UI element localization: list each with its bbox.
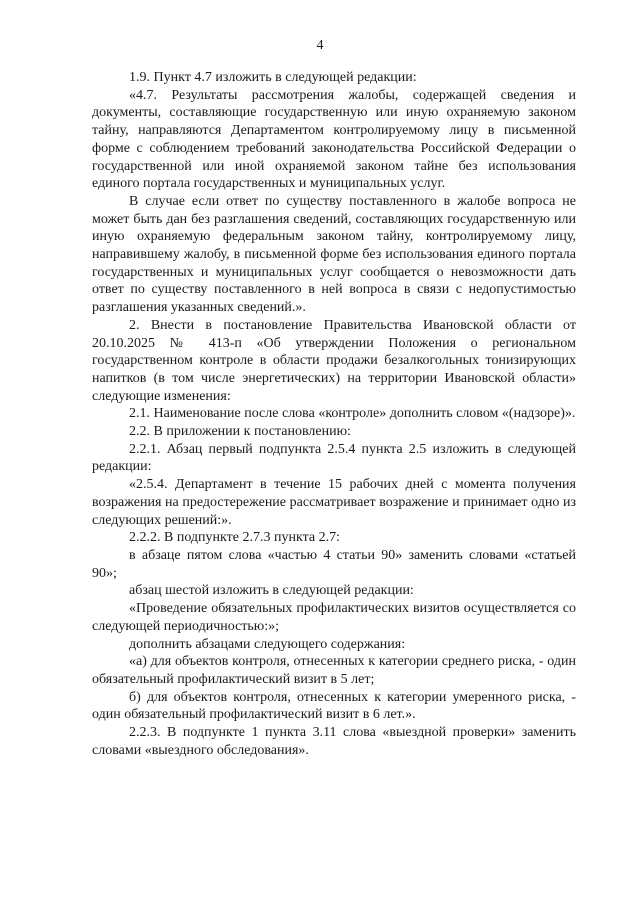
paragraph-2-2: 2.2. В приложении к постановлению: — [129, 424, 351, 440]
document-body — [92, 69, 576, 759]
paragraph-1-9: 1.9. Пункт 4.7 изложить в следующей редакции: — [129, 70, 417, 85]
paragraph-dopolnit: дополнить абзацами следующего содержания: — [129, 636, 406, 652]
paragraph-abzac-5: в абзаце пятом слова «частью 4 статьи 90» заменить словами «статьей 90»; — [92, 547, 576, 581]
paragraph-abzac-6: абзац шестой изложить в следующей редакции: — [129, 583, 414, 599]
paragraph-2-2-2: 2.2.2. В подпункте 2.7.3 пункта 2.7: — [129, 530, 340, 546]
paragraph-2: 2. Внести в постановление Правительства Ивановской области от 20.10.2025 № 413-п «Об утверждении Положения о региональном государственном контроле в области продажи безалкогольных тонизирующих напитков (в том числе энергетических) на территории Ивановской области» следующие изменения: — [92, 317, 576, 404]
paragraph-4-7-second: В случае если ответ по существу поставленного в жалобе вопроса не может быть дан без разглашения сведений, составляющих государственную или иную охраняемую федеральным законом тайну, контролируемому лицу, направившему жалобу, в письменной форме без использования единого портала государственных и муниципальных услуг сообщается о невозможности дать ответ по существу поставленного в ней вопроса в связи с недопустимостью разглашения указанных сведений.». — [92, 193, 576, 316]
paragraph-4-7-text: «4.7. Результаты рассмотрения жалобы, содержащей сведения и документы, составляющие государственную или иную охраняемую законом тайну, направляются Департаментом контролируемому лицу в письменной форме с соблюдением требований законодательства Российской Федерации о государственной или иной охраняемой законом тайне без использования единого портала государственных и муниципальных услуг. — [92, 87, 576, 192]
paragraph-2-2-1: 2.2.1. Абзац первый подпункта 2.5.4 пункта 2.5 изложить в следующей редакции: — [92, 441, 576, 475]
paragraph-item-a: «а) для объектов контроля, отнесенных к категории среднего риска, - один обязательный профилактический визит в 5 лет; — [92, 654, 576, 687]
page-number: 4 — [316, 38, 324, 53]
paragraph-2-5-4: «2.5.4. Департамент в течение 15 рабочих дней с момента получения возражения на предостережение рассматривает возражение и принимает одно из следующих решений:». — [92, 477, 576, 528]
paragraph-item-b: б) для объектов контроля, отнесенных к категории умеренного риска, - один обязательный профилактический визит в 6 лет.». — [92, 689, 576, 723]
paragraph-2-2-3: 2.2.3. В подпункте 1 пункта 3.11 слова «выездной проверки» заменить словами «выездного обследования». — [92, 725, 576, 758]
paragraph-2-1: 2.1. Наименование после слова «контроле» дополнить словом «(надзоре)». — [129, 406, 576, 422]
paragraph-provedenie: «Проведение обязательных профилактических визитов осуществляется со следующей периодичностью:»; — [92, 601, 576, 634]
